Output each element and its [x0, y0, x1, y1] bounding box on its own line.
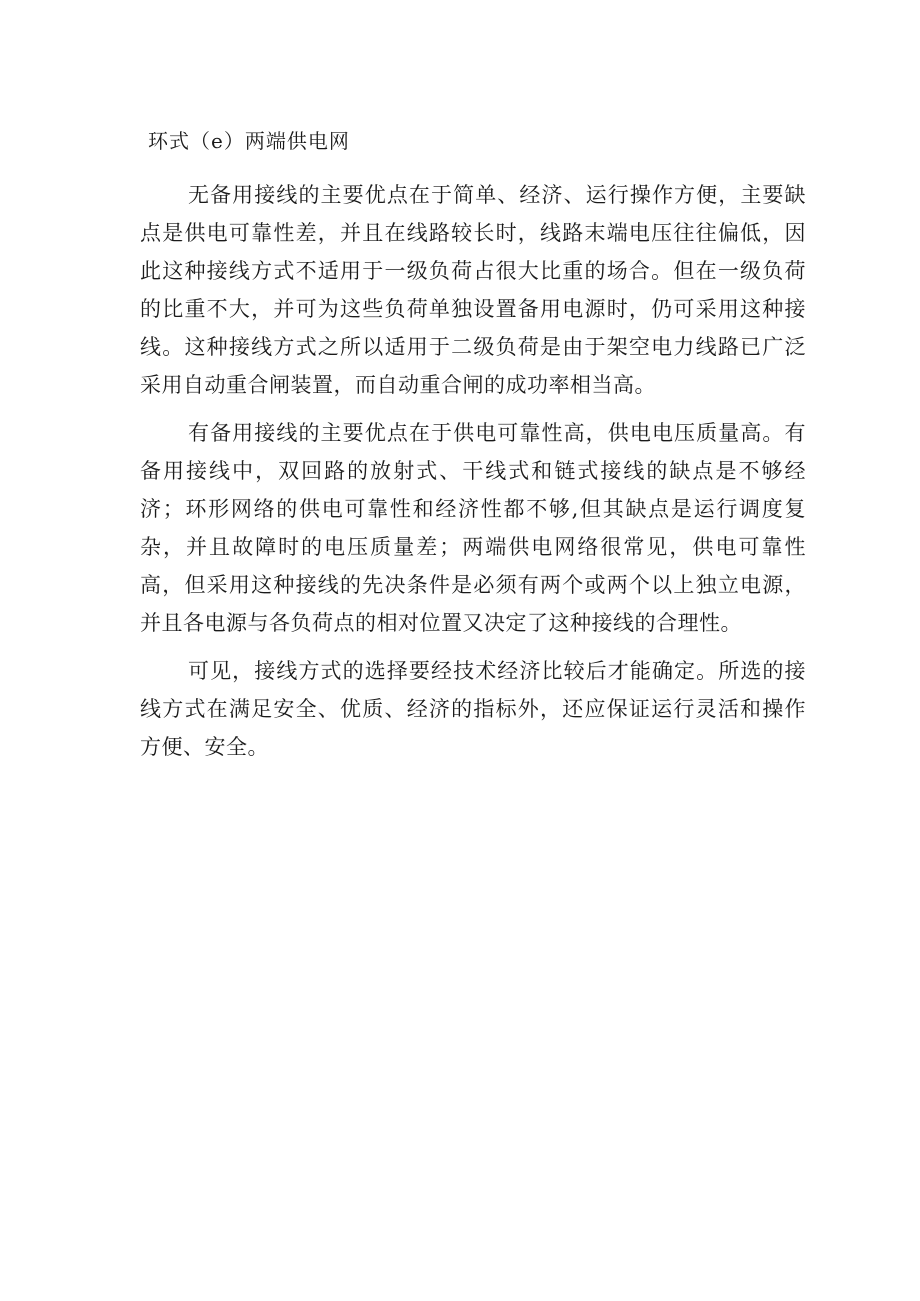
- document-page: [140, 126, 806, 776]
- figure-caption: 环式（e）两端供电网: [148, 129, 350, 153]
- paragraph-backup-wiring: 有备用接线的主要优点在于供电可靠性高，供电电压质量高。有备用接线中，双回路的放射式、干线式和链式接线的缺点是不够经济；环形网络的供电可靠性和经济性都不够,但其缺点是运行调度复杂，并且故障时的电压质量差；两端供电网络很常见，供电可靠性高，但采用这种接线的先决条件是必须有两个或两个以上独立电源，并且各电源与各负荷点的相对位置又决定了这种接线的合理性。: [140, 421, 806, 635]
- paragraph-no-backup-wiring: 无备用接线的主要优点在于简单、经济、运行操作方便，主要缺点是供电可靠性差，并且在线路较长时，线路末端电压往往偏低，因此这种接线方式不适用于一级负荷占很大比重的场合。但在一级负荷的比重不大，并可为这些负荷单独设置备用电源时，仍可采用这种接线。这种接线方式之所以适用于二级负荷是由于架空电力线路已广泛采用自动重合闸装置，而自动重合闸的成功率相当高。: [140, 183, 806, 397]
- paragraph-conclusion: 可见，接线方式的选择要经技术经济比较后才能确定。所选的接线方式在满足安全、优质、经济的指标外，还应保证运行灵活和操作方便、安全。: [140, 659, 806, 759]
